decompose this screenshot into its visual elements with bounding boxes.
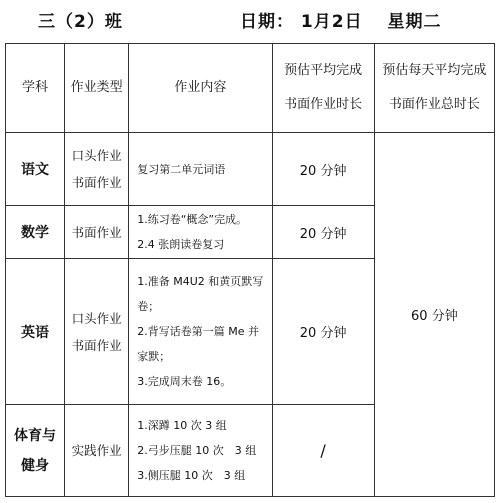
content-line: 1.深蹲 10 次 3 组	[137, 419, 227, 432]
content-line: 复习第二单元词语	[137, 162, 226, 176]
column-header-content: 作业内容	[129, 44, 272, 133]
content-line: 3.侧压腿 10 次 3 组	[137, 469, 246, 482]
content-line: 2.背写话卷第一篇 Me 并	[137, 325, 259, 338]
content-line: 1.准备 M4U2 和黄页默写	[137, 275, 264, 288]
total-duration-cell: 60 分钟	[374, 133, 494, 497]
subject-cell	[6, 405, 65, 497]
type-item: 口头作业	[71, 310, 122, 326]
content-line: 家默；	[137, 350, 171, 363]
content-line: 2.4 张朗读卷复习	[137, 238, 225, 251]
duration-cell: 20 分钟	[272, 133, 374, 206]
type-cell	[65, 133, 129, 206]
column-header-total-duration	[374, 44, 494, 133]
content-line: 2.弓步压腿 10 次 3 组	[137, 444, 257, 457]
type-item: 实践作业	[71, 443, 122, 458]
content-cell	[129, 133, 272, 206]
content-cell	[129, 259, 272, 405]
type-item: 书面作业	[71, 337, 122, 353]
column-header-total-duration-line1: 预估每天平均完成	[382, 63, 487, 78]
type-item: 口头作业	[71, 148, 122, 163]
column-header-avg-duration-line2: 书面作业时长	[284, 97, 363, 112]
header	[0, 0, 500, 40]
column-header-type: 作业类型	[65, 44, 129, 133]
content-cell	[129, 206, 272, 259]
date-value: 1月2日	[300, 12, 363, 32]
duration-cell: /	[272, 405, 374, 497]
subject-line: 体育与	[14, 427, 57, 444]
type-item: 书面作业	[71, 175, 122, 190]
type-cell	[65, 405, 129, 497]
column-header-avg-duration	[272, 44, 374, 133]
duration-cell: 20 分钟	[272, 259, 374, 405]
table-row-chinese	[6, 133, 495, 206]
content-line: 3.完成周末卷 16。	[137, 375, 232, 388]
date-label: 日期：	[240, 12, 294, 32]
column-header-avg-duration-line1: 预估平均完成	[284, 63, 363, 78]
date-line	[240, 7, 442, 32]
class-name: 三（2）班	[38, 12, 123, 32]
type-cell	[65, 259, 129, 405]
type-cell	[65, 206, 129, 259]
column-header-subject: 学科	[6, 44, 65, 133]
content-cell	[129, 405, 272, 497]
content-line: 卷；	[137, 300, 160, 313]
column-header-total-duration-line2: 书面作业总时长	[388, 97, 480, 112]
weekday: 星期二	[387, 12, 442, 32]
subject-cell: 英语	[6, 259, 65, 405]
type-item: 书面作业	[71, 224, 122, 240]
subject-cell: 数学	[6, 206, 65, 259]
subject-cell: 语文	[6, 133, 65, 206]
content-line: 1.练习卷“概念”完成。	[137, 213, 248, 226]
homework-table	[5, 43, 495, 497]
subject-line: 健身	[21, 457, 50, 474]
table-header-row	[6, 44, 495, 133]
duration-cell: 20 分钟	[272, 206, 374, 259]
